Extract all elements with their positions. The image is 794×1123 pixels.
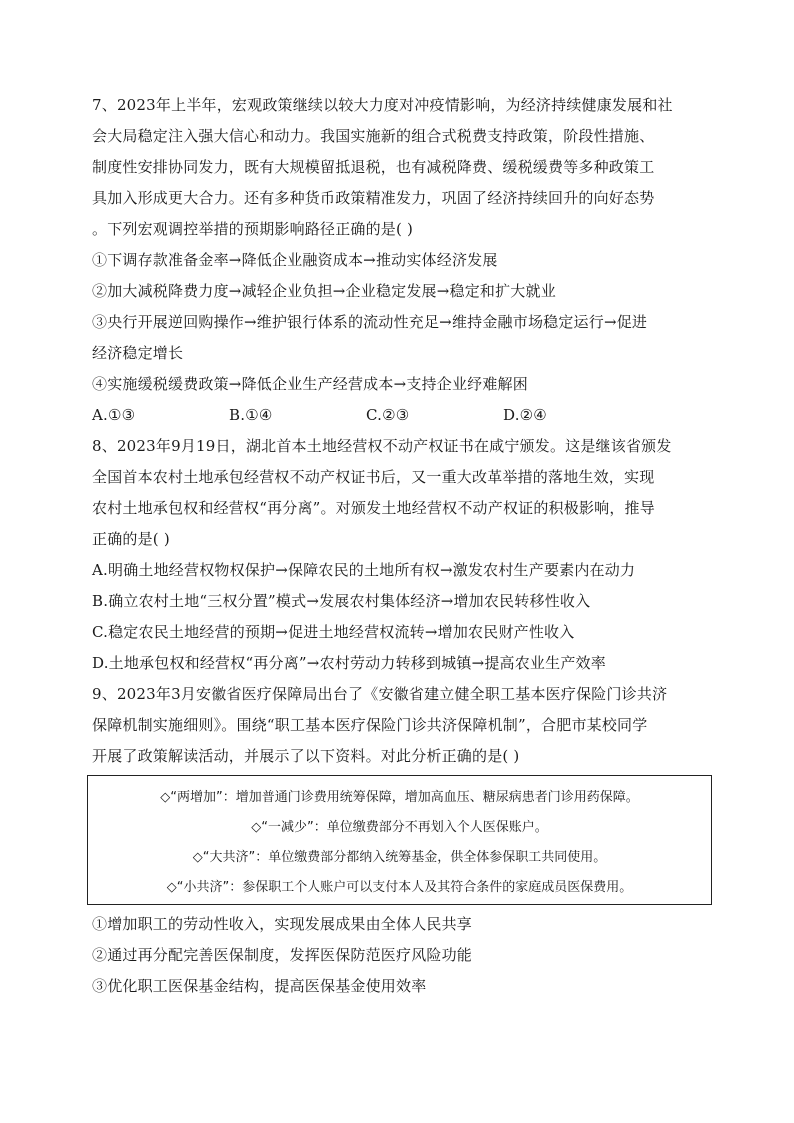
- q8-option-a: A.明确土地经营权物权保护→保障农民的土地所有权→激发农村生产要素内在动力: [92, 561, 636, 579]
- q9-item: ③优化职工医保基金结构，提高医保基金使用效率: [92, 977, 427, 995]
- q9-box-line: ◇“一减少”：单位缴费部分不再划入个人医保账户。: [251, 820, 548, 835]
- q7-stem-line: 会大局稳定注入强大信心和动力。我国实施新的组合式税费支持政策，阶段性措施、: [92, 127, 655, 145]
- q9-material-box: [87, 775, 712, 905]
- q7-stem-line: 具加入形成更大合力。还有多种货币政策精准发力，巩固了经济持续回升的向好态势: [92, 189, 655, 207]
- q7-option-d: D.②④: [503, 406, 547, 424]
- q7-item: ③央行开展逆回购操作→维护银行体系的流动性充足→维持金融市场稳定运行→促进: [92, 313, 648, 331]
- q7-stem-line: 7、2023年上半年，宏观政策继续以较大力度对冲疫情影响，为经济持续健康发展和社: [92, 96, 673, 114]
- document-page: [92, 90, 712, 1002]
- q9-box-line: ◇“小共济”：参保职工个人账户可以支付本人及其符合条件的家庭成员医保费用。: [166, 880, 633, 895]
- q7-option-c: C.②③: [366, 406, 410, 424]
- q7-option-a: A.①③: [92, 406, 136, 424]
- question-7: [92, 90, 712, 431]
- q7-stem-line: 。下列宏观调控举措的预期影响路径正确的是( ): [92, 220, 414, 238]
- question-8: [92, 431, 712, 679]
- q9-item: ②通过再分配完善医保制度，发挥医保防范医疗风险功能: [92, 946, 473, 964]
- q8-stem-line: 8、2023年9月19日，湖北首本土地经营权不动产权证书在咸宁颁发。这是继该省颁发: [92, 437, 672, 455]
- q8-option-d: D.土地承包权和经营权“再分离”→农村劳动力转移到城镇→提高农业生产效率: [92, 654, 606, 672]
- q7-option-b: B.①④: [229, 406, 273, 424]
- question-9: [92, 679, 712, 1002]
- q8-stem-line: 正确的是( ): [92, 530, 170, 548]
- q7-item: ④实施缓税缓费政策→降低企业生产经营成本→支持企业纾难解困: [92, 375, 528, 393]
- q7-item: 经济稳定增长: [92, 344, 184, 362]
- q9-item: ①增加职工的劳动性收入，实现发展成果由全体人民共享: [92, 915, 473, 933]
- q7-stem-line: 制度性安排协同发力，既有大规模留抵退税，也有减税降费、缓税缓费等多种政策工: [92, 158, 655, 176]
- q9-stem-line: 开展了政策解读活动，并展示了以下资料。对此分析正确的是( ): [92, 747, 520, 765]
- q8-stem-line: 农村土地承包权和经营权“再分离”。对颁发土地经营权不动产权证的积极影响，推导: [92, 499, 655, 517]
- q9-box-line: ◇“两增加”：增加普通门诊费用统筹保障，增加高血压、糖尿病患者门诊用药保障。: [160, 790, 639, 805]
- q8-stem-line: 全国首本农村土地承包经营权不动产权证书后，又一重大改革举措的落地生效，实现: [92, 468, 655, 486]
- q9-stem-line: 保障机制实施细则》。围绕“职工基本医疗保险门诊共济保障机制”，合肥市某校同学: [92, 716, 648, 734]
- q9-box-line: ◇“大共济”：单位缴费部分都纳入统筹基金，供全体参保职工共同使用。: [192, 850, 607, 865]
- q7-item: ①下调存款准备金率→降低企业融资成本→推动实体经济发展: [92, 251, 498, 269]
- q8-option-b: B.确立农村土地“三权分置”模式→发展农村集体经济→增加农民转移性收入: [92, 592, 591, 610]
- q8-option-c: C.稳定农民土地经营的预期→促进土地经营权流转→增加农民财产性收入: [92, 623, 575, 641]
- q9-stem-line: 9、2023年3月安徽省医疗保障局出台了《安徽省建立健全职工基本医疗保险门诊共济: [92, 685, 668, 703]
- q7-options: [92, 400, 712, 431]
- q7-item: ②加大减税降费力度→减轻企业负担→企业稳定发展→稳定和扩大就业: [92, 282, 556, 300]
